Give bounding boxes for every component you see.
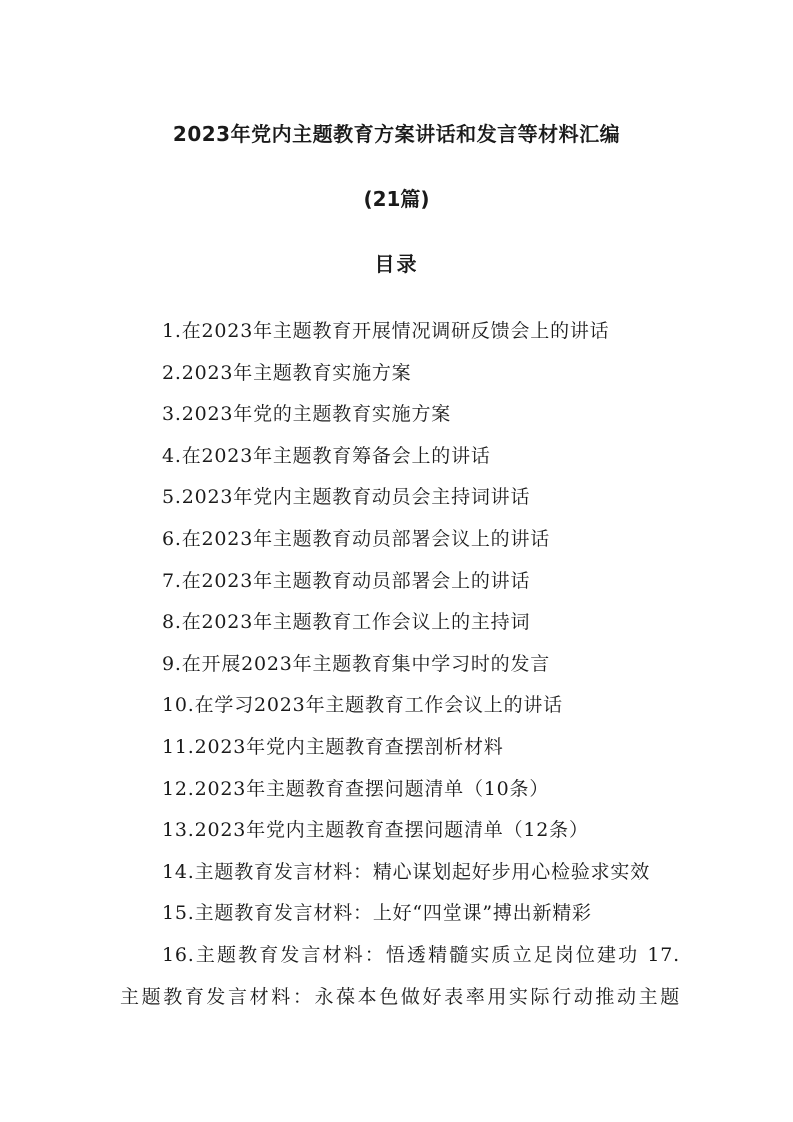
toc-item-line: 主题教育发言材料：永葆本色做好表率用实际行动推动主题 xyxy=(120,985,680,1008)
toc-item: 1.在2023年主题教育开展情况调研反馈会上的讲话 xyxy=(162,320,610,342)
toc-item: 3.2023年党的主题教育实施方案 xyxy=(162,403,452,426)
document-title: 2023年党内主题教育方案讲话和发言等材料汇编 xyxy=(172,122,621,146)
toc-item: 9.在开展2023年主题教育集中学习时的发言 xyxy=(162,652,551,675)
toc-item: 14.主题教育发言材料：精心谋划起好步用心检验求实效 xyxy=(162,860,651,883)
toc-item: 10.在学习2023年主题教育工作会议上的讲话 xyxy=(162,694,563,717)
toc-item: 8.在2023年主题教育工作会议上的主持词 xyxy=(162,611,531,634)
table-of-contents xyxy=(120,311,680,1018)
toc-item: 7.在2023年主题教育动员部署会上的讲话 xyxy=(162,569,531,592)
toc-item: 5.2023年党内主题教育动员会主持词讲话 xyxy=(162,486,531,509)
toc-item: 15.主题教育发言材料：上好“四堂课”搏出新精彩 xyxy=(162,902,592,925)
toc-item: 2.2023年主题教育实施方案 xyxy=(162,361,412,384)
toc-item: 11.2023年党内主题教育查摆剖析材料 xyxy=(162,735,504,758)
toc-heading: 目录 xyxy=(374,252,419,276)
toc-item: 12.2023年主题教育查摆问题清单（10条） xyxy=(162,777,550,800)
toc-item-line: 16.主题教育发言材料：悟透精髓实质立足岗位建功 17. xyxy=(162,943,680,966)
toc-item: 4.在2023年主题教育筹备会上的讲话 xyxy=(162,444,491,467)
toc-item: 6.在2023年主题教育动员部署会议上的讲话 xyxy=(162,527,551,550)
document-subtitle: (21篇) xyxy=(363,187,430,211)
toc-item: 13.2023年党内主题教育查摆问题清单（12条） xyxy=(162,819,589,842)
